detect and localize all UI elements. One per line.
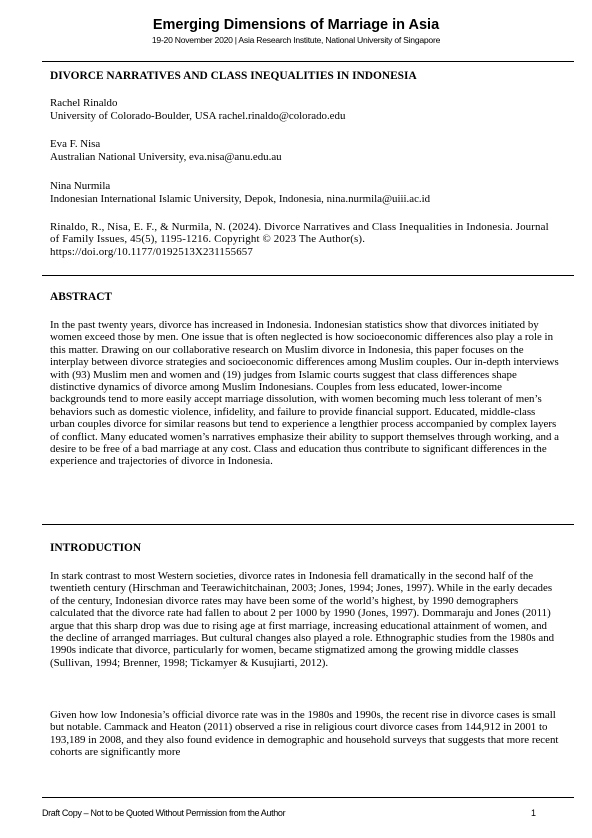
introduction-paragraph: In stark contrast to most Western societies, divorce rates in Indonesia fell dramatically in the second half of the twentieth century (Hirschman and Teerawichitchainan, 2003; Jones, 1994; Jones, 1997). While in the early decades of the century, Indonesian divorce rates may have been some of the world’s highest, by 1990 demographers calculated that the divorce rate had fallen to about 2 per 1000 by 1990 (Jones, 1997). Dommaraju and Jones (2011) argue that this sharp drop was due to rising age at first marriage, increasing educational attainment of women, and the decline of arranged marriages. But cultural changes also played a role. Ethnographic studies from the 1980s and 1990s indicate that divorce, particularly for women, became stigmatized among the growing middle classes (Sullivan, 1994; Brenner, 1998; Tickamyer & Kusujiarti, 2012).	[50, 570, 555, 669]
author-affiliation: University of Colorado-Boulder, USA rachel.rinaldo@colorado.edu	[50, 110, 346, 122]
author-affiliation: Indonesian International Islamic University, Depok, Indonesia, nina.nurmila@uiii.ac.id	[50, 193, 431, 205]
page-number: 1	[531, 808, 537, 818]
introduction-heading: INTRODUCTION	[50, 542, 142, 554]
author-name: Nina Nurmila	[50, 180, 111, 192]
author-name: Eva F. Nisa	[50, 138, 101, 150]
abstract-heading: ABSTRACT	[50, 291, 113, 303]
footer-divider	[42, 797, 574, 798]
divider	[42, 275, 574, 276]
divider	[42, 61, 574, 62]
citation: Rinaldo, R., Nisa, E. F., & Nurmila, N. (2024). Divorce Narratives and Class Inequalities in Indonesia. Journal of Family Issues, 45(5), 1195-1216. Copyright © 2023 The Author(s). https://doi.org/10.1177/0192513X231155657	[50, 221, 549, 258]
conference-title: Emerging Dimensions of Marriage in Asia	[152, 17, 440, 33]
abstract-text: In the past twenty years, divorce has increased in Indonesia. Indonesian statistics show that divorces initiated by women exceed those by men. One issue that is often neglected is how socioeconomic differences also play a role in this matter. Drawing on our collaborative research on Muslim divorce in Indonesia, this paper focuses on the interplay between divorce strategies and socioeconomic differences among Muslim couples. Our in-depth interviews with (93) Muslim men and women and (19) judges from Islamic courts suggest that class differences shape distinctive dynamics of divorce among Muslim Indonesians. Couples from less educated, lower-income backgrounds tend to more easily accept marriage dissolution, with women becoming much less tolerant of men’s behaviors such as domestic violence, infidelity, and failure to provide financial support. Educated, middle-class urban couples divorce for similar reasons but tend to experience a lengthier process accompanied by complex layers of conflict. Many educated women’s narratives emphasize their ability to support themselves through working, and a desire to be free of a bad marriage at any cost. Class and education thus contribute to significant differences in the experience and trajectories of divorce in Indonesia.	[50, 319, 559, 468]
conference-subtitle: 19-20 November 2020 | Asia Research Institute, National University of Singapore	[151, 35, 441, 45]
introduction-paragraph: Given how low Indonesia’s official divorce rate was in the 1980s and 1990s, the recent rise in divorce cases is small but notable. Cammack and Heaton (2011) observed a rise in religious court divorce cases from 144,912 in 2001 to 193,189 in 2008, and they also found evidence in demographic and household surveys that suggests that more recent cohorts are significantly more	[50, 709, 559, 759]
author-affiliation: Australian National University, eva.nisa@anu.edu.au	[50, 151, 282, 163]
footer-note: Draft Copy – Not to be Quoted Without Permission from the Author	[42, 808, 286, 818]
divider	[42, 524, 574, 525]
paper-title: DIVORCE NARRATIVES AND CLASS INEQUALITIES IN INDONESIA	[50, 70, 417, 82]
author-name: Rachel Rinaldo	[50, 97, 118, 109]
